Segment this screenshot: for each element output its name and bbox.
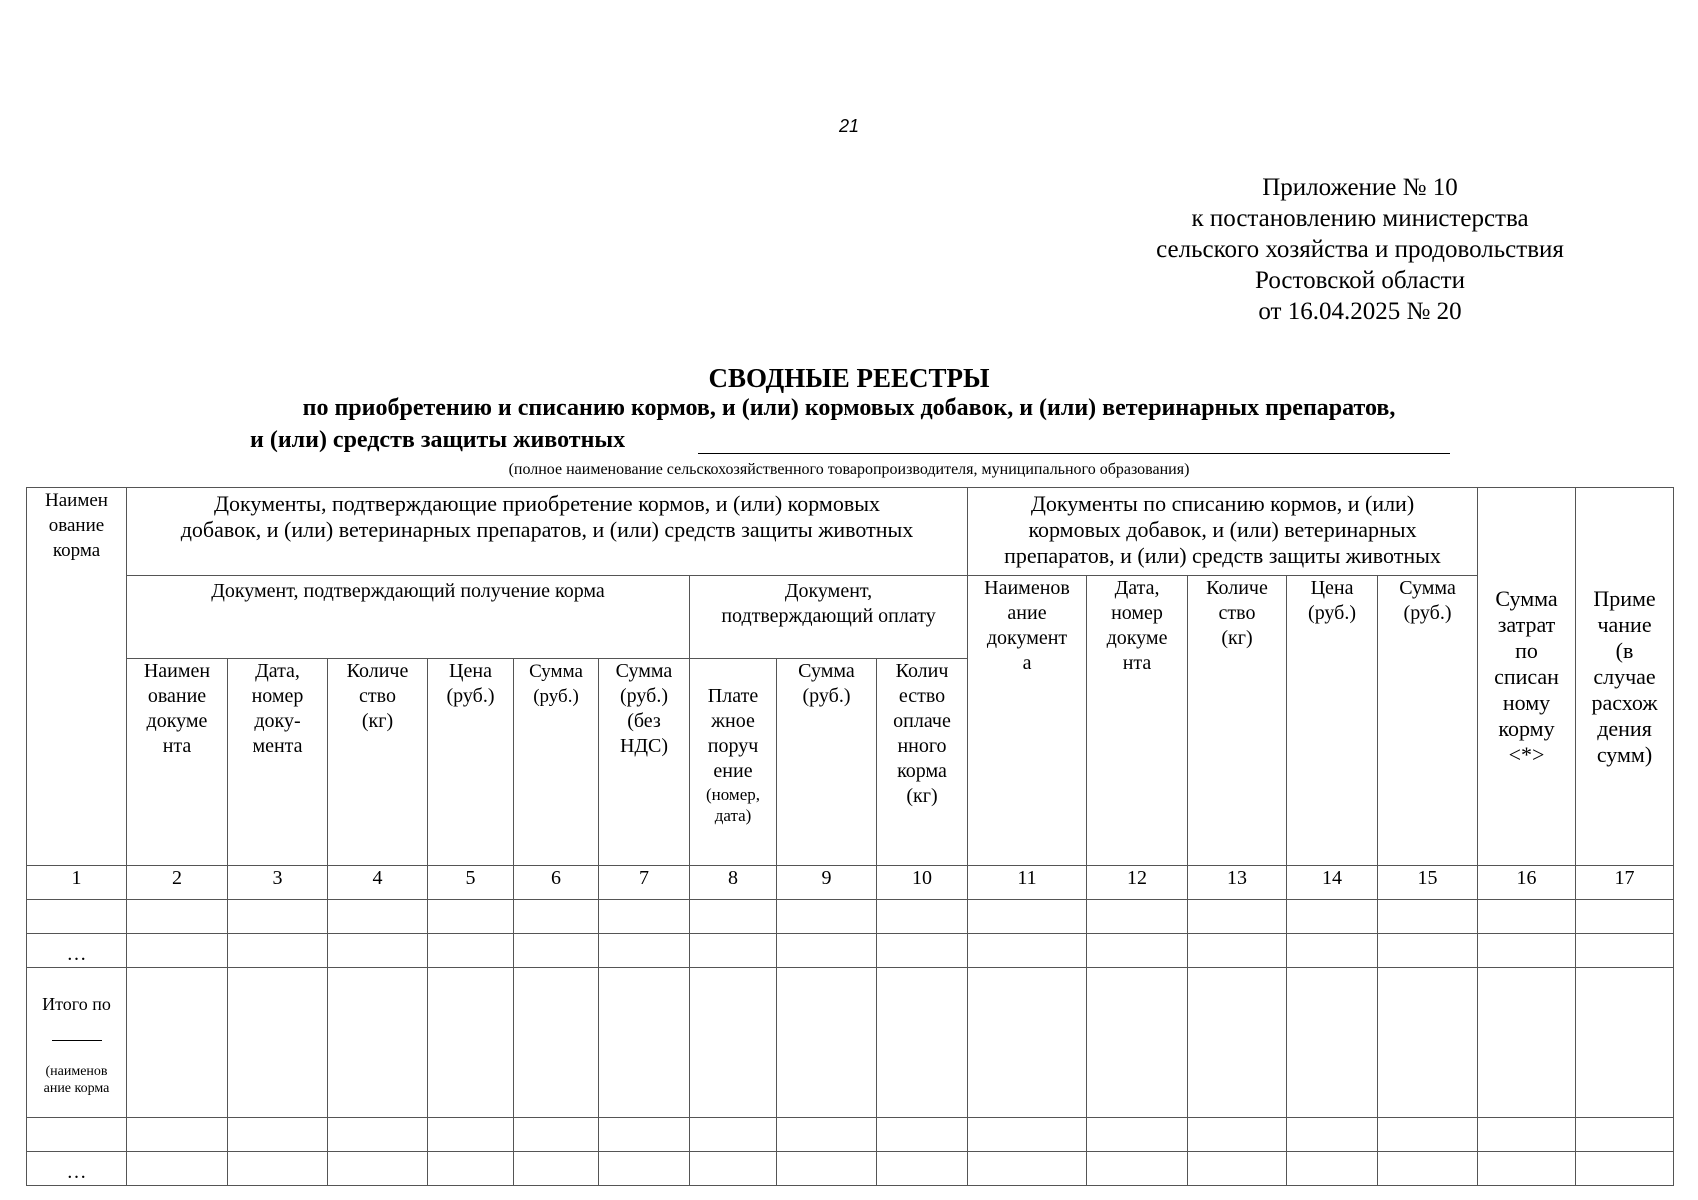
header-payment-sum: Сумма (руб.) — [777, 659, 877, 866]
table-cell — [328, 934, 428, 968]
document-subtitle-line-3: и (или) средств защиты животных — [250, 427, 626, 453]
table-cell — [1287, 968, 1378, 1118]
table-cell — [1087, 900, 1188, 934]
table-cell — [328, 1118, 428, 1152]
table-cell — [1378, 934, 1478, 968]
table-cell — [1378, 900, 1478, 934]
table-cell — [127, 1118, 228, 1152]
table-cell — [514, 1152, 599, 1186]
table-cell — [1287, 900, 1378, 934]
column-number: 12 — [1087, 866, 1188, 900]
ellipsis-cell: … — [27, 1152, 127, 1186]
feed-name-note: (наименов ание корма — [43, 1064, 110, 1096]
header-receipt-doc-name: Наимен ование докуме нта — [127, 659, 228, 866]
header-writeoff-quantity: Количе ство (кг) — [1188, 576, 1287, 866]
table-cell — [428, 1118, 514, 1152]
table-cell — [877, 900, 968, 934]
table-cell — [690, 1152, 777, 1186]
table-cell — [1478, 934, 1576, 968]
registry-table — [26, 487, 1674, 1186]
table-cell — [877, 934, 968, 968]
header-writeoff-doc-date: Дата, номер докуме нта — [1087, 576, 1188, 866]
appendix-line-1: Приложение № 10 — [1262, 174, 1458, 201]
table-cell — [777, 1152, 877, 1186]
table-cell — [514, 968, 599, 1118]
table-cell — [599, 900, 690, 934]
column-number: 2 — [127, 866, 228, 900]
table-cell — [1576, 934, 1674, 968]
column-number: 11 — [968, 866, 1087, 900]
table-cell — [599, 934, 690, 968]
appendix-line-3: сельского хозяйства и продовольствия — [1156, 236, 1564, 263]
table-cell — [1087, 1152, 1188, 1186]
total-label-cell — [27, 968, 127, 1118]
column-number: 9 — [777, 866, 877, 900]
ellipsis-cell: … — [27, 934, 127, 968]
column-number: 4 — [328, 866, 428, 900]
feed-name-fill-line — [52, 1040, 102, 1041]
header-receipt-sum-no-vat: Сумма (руб.) (без НДС) — [599, 659, 690, 866]
producer-name-fill-line — [698, 453, 1450, 454]
header-payment-order-label: Плате жное поруч ение — [707, 685, 759, 782]
table-cell — [777, 1118, 877, 1152]
table-cell — [1188, 1152, 1287, 1186]
header-writeoff-cost-sum: Сумма затрат по списан ному корму <*> — [1478, 488, 1576, 866]
total-label: Итого по — [42, 994, 111, 1014]
table-cell — [690, 1118, 777, 1152]
column-number: 8 — [690, 866, 777, 900]
table-cell — [968, 900, 1087, 934]
table-cell — [690, 968, 777, 1118]
table-cell — [514, 900, 599, 934]
appendix-line-2: к постановлению министерства — [1191, 205, 1529, 232]
appendix-line-4: Ростовской области — [1255, 267, 1465, 294]
header-purchase-documents: Документы, подтверждающие приобретение кормов, и (или) кормовых добавок, и (или) ветеринарных препаратов, и (или) средств защиты животных — [127, 488, 968, 576]
header-receipt-document: Документ, подтверждающий получение корма — [127, 576, 690, 659]
column-number: 6 — [514, 866, 599, 900]
table-row — [27, 934, 1674, 968]
table-cell — [968, 968, 1087, 1118]
table-cell — [428, 934, 514, 968]
table-cell — [1188, 900, 1287, 934]
table-cell — [228, 934, 328, 968]
table-cell — [127, 968, 228, 1118]
column-number: 10 — [877, 866, 968, 900]
table-cell — [27, 900, 127, 934]
total-row — [27, 968, 1674, 1118]
document-title: СВОДНЫЕ РЕЕСТРЫ — [708, 363, 990, 393]
table-cell — [428, 968, 514, 1118]
header-row-1 — [27, 488, 1674, 576]
appendix-block — [1100, 172, 1620, 327]
table-cell — [428, 1152, 514, 1186]
header-writeoff-doc-name: Наименов ание документ а — [968, 576, 1087, 866]
column-number: 15 — [1378, 866, 1478, 900]
table-cell — [1576, 900, 1674, 934]
column-number: 5 — [428, 866, 514, 900]
table-cell — [1287, 934, 1378, 968]
column-number: 14 — [1287, 866, 1378, 900]
table-cell — [228, 968, 328, 1118]
table-cell — [1576, 968, 1674, 1118]
column-number: 16 — [1478, 866, 1576, 900]
table-cell — [1087, 1118, 1188, 1152]
appendix-line-5: от 16.04.2025 № 20 — [1258, 298, 1462, 325]
header-writeoff-documents: Документы по списанию кормов, и (или) кормовых добавок, и (или) ветеринарных препаратов, и (или) средств защиты животных — [968, 488, 1478, 576]
table-cell — [1478, 900, 1576, 934]
table-cell — [968, 1118, 1087, 1152]
document-subtitle: по приобретению и списанию кормов, и (или) кормовых добавок, и (или) ветеринарных препаратов, — [302, 395, 1396, 421]
header-payment-document: Документ, подтверждающий оплату — [690, 576, 968, 659]
table-cell — [877, 968, 968, 1118]
column-number: 1 — [27, 866, 127, 900]
table-cell — [599, 1118, 690, 1152]
table-cell — [1378, 1152, 1478, 1186]
header-receipt-doc-date: Дата, номер доку- мента — [228, 659, 328, 866]
table-cell — [328, 900, 428, 934]
table-cell — [777, 900, 877, 934]
table-row — [27, 900, 1674, 934]
table-cell — [877, 1118, 968, 1152]
table-cell — [1188, 968, 1287, 1118]
column-number: 7 — [599, 866, 690, 900]
table-row — [27, 1118, 1674, 1152]
header-receipt-quantity: Количе ство (кг) — [328, 659, 428, 866]
column-number-row — [27, 866, 1674, 900]
table-cell — [1378, 1118, 1478, 1152]
table-cell — [968, 934, 1087, 968]
page-number: 21 — [838, 116, 860, 136]
column-number: 3 — [228, 866, 328, 900]
table-cell — [690, 934, 777, 968]
header-writeoff-price: Цена (руб.) — [1287, 576, 1378, 866]
table-cell — [228, 900, 328, 934]
header-note: Приме чание (в случае расхож дения сумм) — [1576, 488, 1674, 866]
table-cell — [599, 968, 690, 1118]
table-cell — [1478, 968, 1576, 1118]
table-cell — [1188, 934, 1287, 968]
table-cell — [1576, 1152, 1674, 1186]
header-receipt-price: Цена (руб.) — [428, 659, 514, 866]
header-payment-order — [690, 659, 777, 866]
table-cell — [1576, 1118, 1674, 1152]
table-cell — [968, 1152, 1087, 1186]
table-cell — [27, 1118, 127, 1152]
header-payment-order-note: (номер, дата) — [706, 785, 760, 825]
table-cell — [514, 934, 599, 968]
table-cell — [328, 1152, 428, 1186]
table-cell — [127, 900, 228, 934]
table-cell — [1478, 1118, 1576, 1152]
title-block — [0, 362, 1698, 453]
table-cell — [428, 900, 514, 934]
table-cell — [328, 968, 428, 1118]
table-cell — [1188, 1118, 1287, 1152]
table-cell — [599, 1152, 690, 1186]
table-cell — [777, 968, 877, 1118]
table-cell — [127, 1152, 228, 1186]
table-cell — [1087, 968, 1188, 1118]
table-cell — [228, 1118, 328, 1152]
header-paid-quantity: Колич ество оплаче нного корма (кг) — [877, 659, 968, 866]
header-receipt-sum: Сумма (руб.) — [514, 659, 599, 866]
producer-name-caption: (полное наименование сельскохозяйственного товаропроизводителя, муниципального образования) — [508, 461, 1190, 478]
table-cell — [690, 900, 777, 934]
table-cell — [877, 1152, 968, 1186]
table-cell — [127, 934, 228, 968]
table-row — [27, 1152, 1674, 1186]
table-cell — [1287, 1118, 1378, 1152]
header-feed-name: Наимен ование корма — [27, 488, 127, 866]
table-cell — [514, 1118, 599, 1152]
table-cell — [1287, 1152, 1378, 1186]
table-cell — [1087, 934, 1188, 968]
column-number: 17 — [1576, 866, 1674, 900]
table-cell — [1478, 1152, 1576, 1186]
header-row-2 — [27, 576, 1674, 659]
table-cell — [777, 934, 877, 968]
table-cell — [228, 1152, 328, 1186]
column-number: 13 — [1188, 866, 1287, 900]
table-cell — [1378, 968, 1478, 1118]
header-writeoff-sum: Сумма (руб.) — [1378, 576, 1478, 866]
